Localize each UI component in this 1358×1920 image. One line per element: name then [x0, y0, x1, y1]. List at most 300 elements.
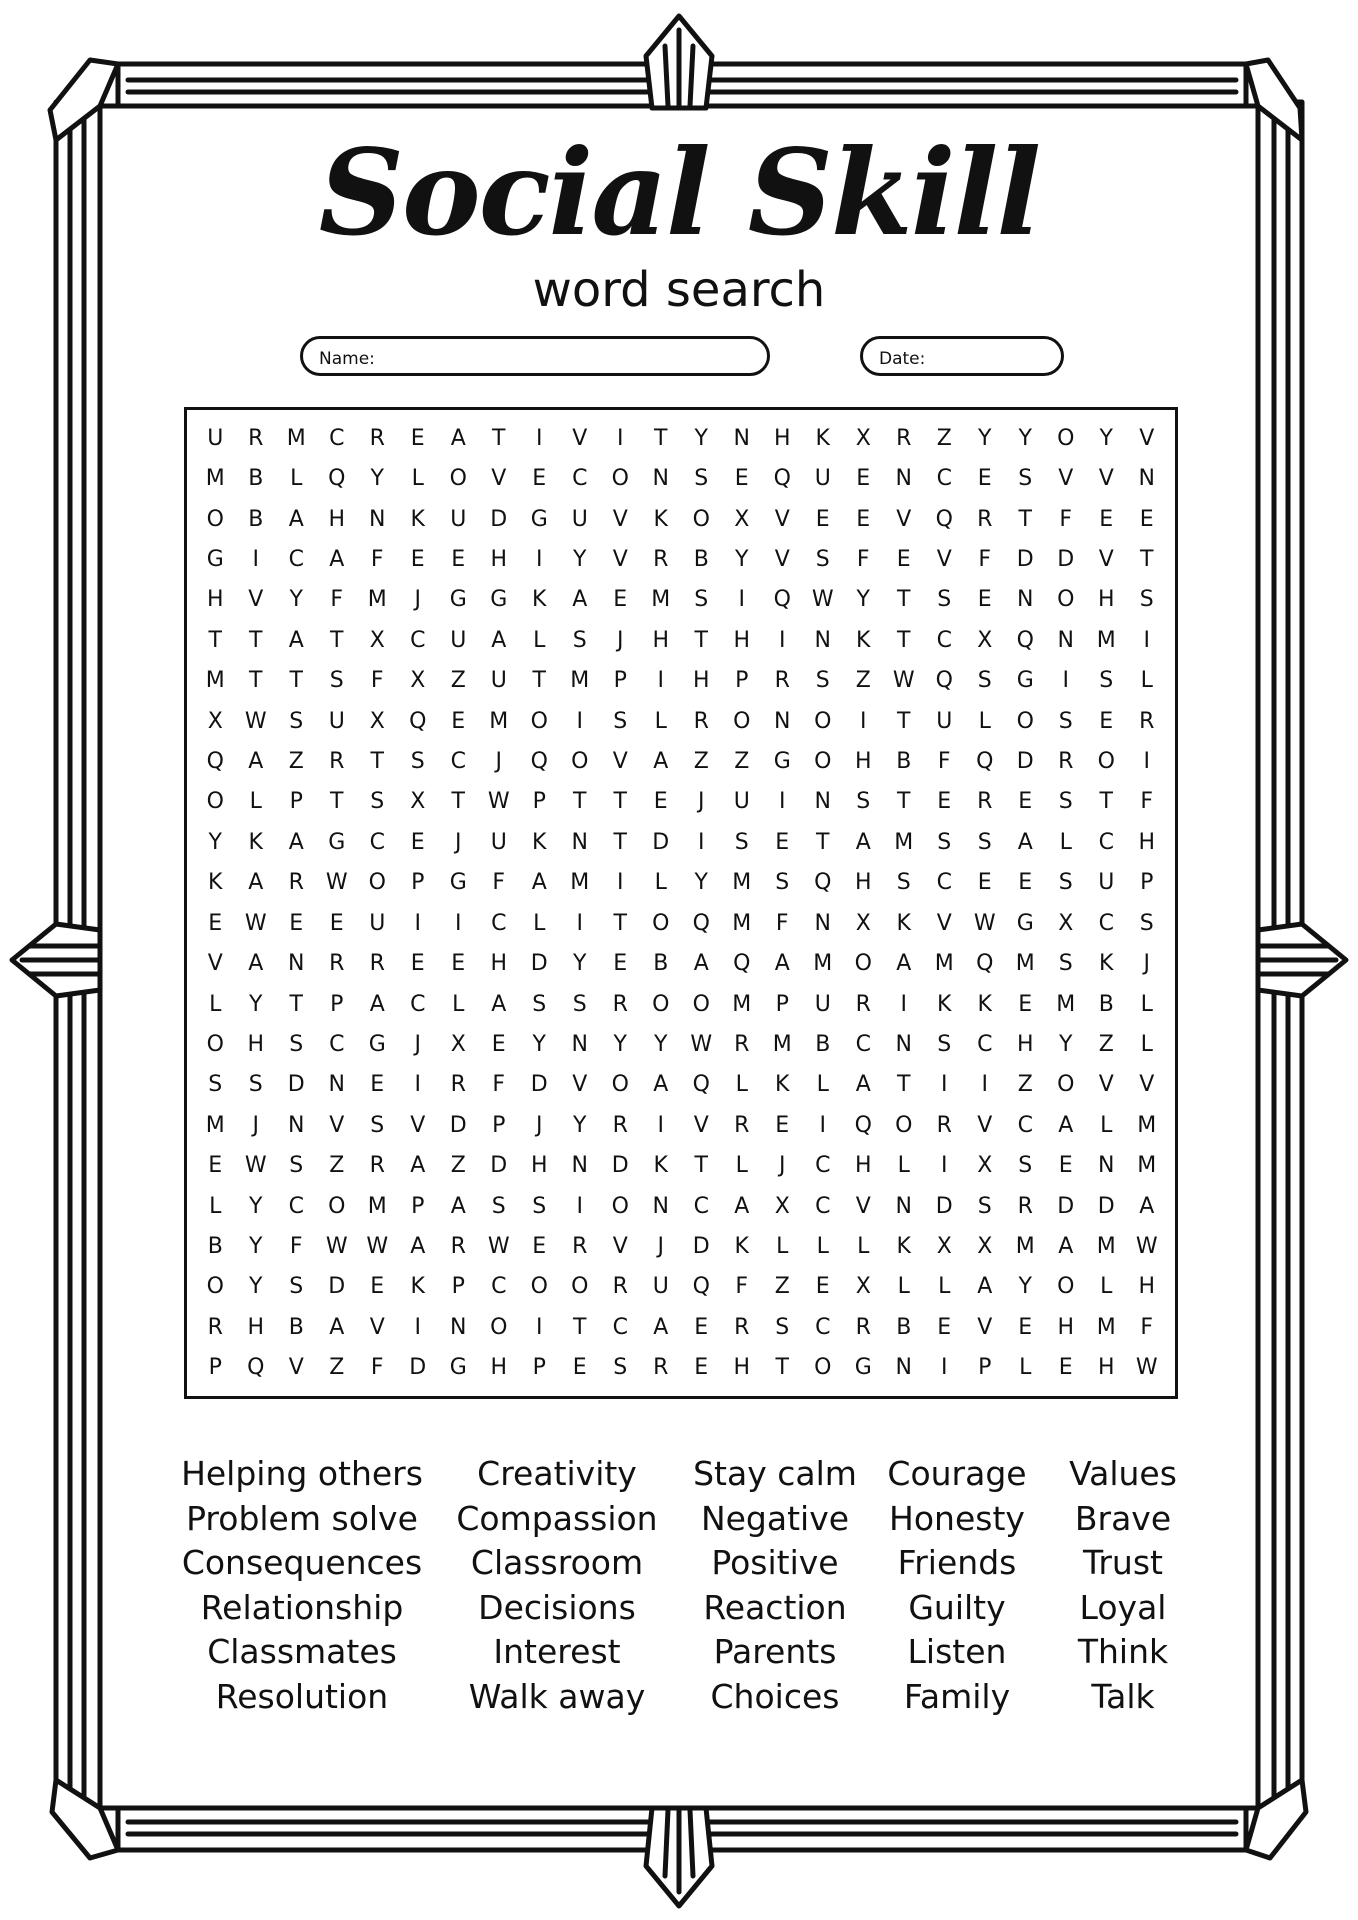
grid-letter[interactable]: S — [1058, 870, 1073, 896]
grid-letter[interactable]: E — [775, 1112, 790, 1138]
grid-letter[interactable]: V — [977, 1314, 993, 1340]
grid-letter[interactable]: T — [613, 789, 627, 815]
grid-letter[interactable]: I — [860, 708, 867, 734]
grid-letter[interactable]: H — [854, 870, 872, 896]
grid-letter[interactable]: D — [692, 1234, 710, 1260]
grid-letter[interactable]: H — [1016, 1031, 1034, 1057]
grid-letter[interactable]: T — [816, 829, 830, 855]
grid-letter[interactable]: T — [573, 1314, 587, 1340]
grid-letter[interactable]: H — [854, 749, 872, 775]
grid-letter[interactable]: A — [288, 829, 304, 855]
grid-letter[interactable]: H — [490, 1355, 508, 1381]
grid-letter[interactable]: S — [1018, 1153, 1033, 1179]
grid-letter[interactable]: T — [613, 910, 627, 936]
grid-letter[interactable]: V — [1058, 466, 1074, 492]
grid-letter[interactable]: S — [937, 1031, 952, 1057]
grid-letter[interactable]: P — [532, 789, 546, 815]
grid-letter[interactable]: A — [329, 1314, 345, 1340]
grid-letter[interactable]: L — [533, 910, 546, 936]
grid-letter[interactable]: B — [693, 546, 709, 572]
grid-letter[interactable]: E — [208, 910, 223, 936]
grid-letter[interactable]: Z — [288, 749, 304, 775]
grid-letter[interactable]: E — [1058, 1153, 1073, 1179]
grid-letter[interactable]: O — [1057, 1274, 1075, 1300]
grid-letter[interactable]: I — [576, 1193, 583, 1219]
grid-letter[interactable]: U — [1098, 870, 1115, 896]
grid-letter[interactable]: Q — [935, 506, 953, 532]
grid-letter[interactable]: P — [411, 870, 425, 896]
grid-letter[interactable]: O — [854, 951, 872, 977]
grid-letter[interactable]: S — [694, 587, 709, 613]
grid-letter[interactable]: R — [1017, 1193, 1033, 1219]
grid-letter[interactable]: X — [410, 789, 426, 815]
grid-letter[interactable]: I — [819, 1112, 826, 1138]
grid-letter[interactable]: E — [856, 506, 871, 532]
grid-letter[interactable]: L — [1019, 1355, 1032, 1381]
grid-letter[interactable]: K — [775, 1072, 790, 1098]
grid-letter[interactable]: P — [330, 991, 344, 1017]
grid-letter[interactable]: N — [652, 466, 669, 492]
grid-letter[interactable]: S — [977, 1193, 992, 1219]
grid-letter[interactable]: Y — [573, 1112, 587, 1138]
grid-letter[interactable]: L — [1100, 1274, 1113, 1300]
grid-letter[interactable]: E — [1139, 506, 1154, 532]
grid-letter[interactable]: Q — [976, 749, 994, 775]
grid-letter[interactable]: W — [244, 910, 267, 936]
grid-letter[interactable]: M — [1015, 951, 1035, 977]
grid-letter[interactable]: S — [734, 829, 749, 855]
grid-letter[interactable]: K — [208, 870, 223, 896]
grid-letter[interactable]: M — [489, 708, 509, 734]
grid-letter[interactable]: D — [449, 1112, 467, 1138]
grid-letter[interactable]: J — [779, 1153, 786, 1179]
grid-letter[interactable]: S — [856, 789, 871, 815]
grid-letter[interactable]: T — [330, 789, 344, 815]
grid-letter[interactable]: Q — [773, 466, 791, 492]
grid-letter[interactable]: V — [936, 910, 952, 936]
grid-letter[interactable]: V — [774, 546, 790, 572]
grid-letter[interactable]: J — [414, 1031, 421, 1057]
grid-letter[interactable]: L — [533, 627, 546, 653]
grid-letter[interactable]: M — [772, 1031, 792, 1057]
grid-letter[interactable]: E — [532, 466, 547, 492]
grid-letter[interactable]: Y — [856, 587, 870, 613]
grid-letter[interactable]: D — [490, 506, 508, 532]
grid-letter[interactable]: I — [617, 425, 624, 451]
grid-letter[interactable]: P — [289, 789, 303, 815]
grid-letter[interactable]: S — [977, 829, 992, 855]
grid-letter[interactable]: E — [451, 951, 466, 977]
grid-letter[interactable]: T — [249, 627, 263, 653]
grid-letter[interactable]: L — [816, 1234, 829, 1260]
grid-letter[interactable]: C — [288, 1193, 304, 1219]
grid-letter[interactable]: O — [692, 506, 710, 532]
grid-letter[interactable]: F — [330, 587, 344, 613]
grid-letter[interactable]: Q — [692, 910, 710, 936]
grid-letter[interactable]: M — [1137, 1112, 1157, 1138]
grid-letter[interactable]: C — [815, 1314, 831, 1340]
grid-letter[interactable]: E — [1058, 1355, 1073, 1381]
grid-letter[interactable]: O — [1097, 749, 1115, 775]
grid-letter[interactable]: Q — [206, 749, 224, 775]
grid-letter[interactable]: X — [977, 1234, 993, 1260]
grid-letter[interactable]: O — [652, 910, 670, 936]
grid-letter[interactable]: E — [289, 910, 304, 936]
grid-letter[interactable]: I — [1143, 627, 1150, 653]
grid-letter[interactable]: E — [370, 1274, 385, 1300]
grid-letter[interactable]: S — [1139, 910, 1154, 936]
grid-letter[interactable]: E — [856, 466, 871, 492]
grid-letter[interactable]: N — [774, 708, 791, 734]
grid-letter[interactable]: Y — [532, 1031, 546, 1057]
grid-letter[interactable]: G — [530, 506, 548, 532]
grid-letter[interactable]: J — [657, 1234, 664, 1260]
grid-letter[interactable]: B — [248, 466, 264, 492]
grid-letter[interactable]: T — [330, 627, 344, 653]
grid-letter[interactable]: Z — [329, 1355, 345, 1381]
grid-letter[interactable]: P — [208, 1355, 222, 1381]
grid-letter[interactable]: S — [937, 587, 952, 613]
grid-letter[interactable]: K — [896, 910, 911, 936]
grid-letter[interactable]: Y — [289, 587, 303, 613]
grid-letter[interactable]: E — [410, 425, 425, 451]
grid-letter[interactable]: O — [611, 466, 629, 492]
grid-letter[interactable]: N — [1098, 1153, 1115, 1179]
grid-letter[interactable]: K — [815, 425, 830, 451]
grid-letter[interactable]: M — [651, 587, 671, 613]
grid-letter[interactable]: G — [449, 587, 467, 613]
grid-letter[interactable]: Z — [1098, 1031, 1114, 1057]
grid-letter[interactable]: H — [652, 627, 670, 653]
grid-letter[interactable]: Q — [692, 1274, 710, 1300]
grid-letter[interactable]: O — [733, 708, 751, 734]
grid-letter[interactable]: V — [329, 1112, 345, 1138]
grid-letter[interactable]: L — [938, 1274, 951, 1300]
grid-letter[interactable]: Z — [774, 1274, 790, 1300]
grid-letter[interactable]: C — [329, 425, 345, 451]
grid-letter[interactable]: V — [977, 1112, 993, 1138]
grid-letter[interactable]: O — [328, 1193, 346, 1219]
grid-letter[interactable]: R — [977, 506, 993, 532]
grid-letter[interactable]: I — [1062, 668, 1069, 694]
grid-letter[interactable]: M — [1096, 1314, 1116, 1340]
grid-letter[interactable]: J — [1143, 951, 1150, 977]
grid-letter[interactable]: T — [694, 1153, 708, 1179]
grid-letter[interactable]: M — [1096, 627, 1116, 653]
grid-letter[interactable]: O — [206, 789, 224, 815]
grid-letter[interactable]: R — [369, 1153, 385, 1179]
grid-letter[interactable]: O — [490, 1314, 508, 1340]
grid-letter[interactable]: C — [410, 991, 426, 1017]
grid-letter[interactable]: E — [694, 1314, 709, 1340]
grid-letter[interactable]: M — [934, 951, 954, 977]
grid-letter[interactable]: R — [855, 1314, 871, 1340]
grid-letter[interactable]: K — [653, 506, 668, 532]
grid-letter[interactable]: B — [248, 506, 264, 532]
grid-letter[interactable]: Q — [733, 951, 751, 977]
grid-letter[interactable]: Z — [450, 668, 466, 694]
grid-letter[interactable]: B — [653, 951, 669, 977]
grid-letter[interactable]: S — [532, 1193, 547, 1219]
grid-letter[interactable]: V — [612, 749, 628, 775]
grid-letter[interactable]: W — [1135, 1355, 1158, 1381]
grid-letter[interactable]: G — [206, 546, 224, 572]
grid-letter[interactable]: S — [694, 466, 709, 492]
grid-letter[interactable]: E — [896, 546, 911, 572]
grid-letter[interactable]: T — [532, 668, 546, 694]
grid-letter[interactable]: R — [369, 951, 385, 977]
grid-letter[interactable]: P — [492, 1112, 506, 1138]
grid-letter[interactable]: E — [370, 1072, 385, 1098]
grid-letter[interactable]: S — [613, 708, 628, 734]
grid-letter[interactable]: H — [247, 1031, 265, 1057]
grid-letter[interactable]: P — [532, 1355, 546, 1381]
grid-letter[interactable]: U — [450, 627, 467, 653]
grid-letter[interactable]: A — [896, 951, 912, 977]
grid-letter[interactable]: Y — [370, 466, 384, 492]
grid-letter[interactable]: S — [1058, 708, 1073, 734]
grid-letter[interactable]: U — [490, 668, 507, 694]
grid-letter[interactable]: A — [288, 627, 304, 653]
grid-letter[interactable]: E — [613, 587, 628, 613]
grid-letter[interactable]: U — [328, 708, 345, 734]
grid-letter[interactable]: K — [734, 1234, 749, 1260]
grid-letter[interactable]: T — [370, 749, 384, 775]
grid-letter[interactable]: Q — [935, 668, 953, 694]
grid-letter[interactable]: D — [1057, 546, 1075, 572]
grid-letter[interactable]: Y — [1059, 1031, 1073, 1057]
grid-letter[interactable]: L — [249, 789, 262, 815]
grid-letter[interactable]: P — [613, 668, 627, 694]
grid-letter[interactable]: E — [451, 708, 466, 734]
grid-letter[interactable]: L — [654, 870, 667, 896]
grid-letter[interactable]: G — [1016, 910, 1034, 936]
grid-letter[interactable]: E — [1099, 708, 1114, 734]
grid-letter[interactable]: R — [734, 1031, 750, 1057]
grid-letter[interactable]: S — [572, 991, 587, 1017]
grid-letter[interactable]: A — [1017, 829, 1033, 855]
grid-letter[interactable]: L — [857, 1234, 870, 1260]
grid-letter[interactable]: I — [536, 425, 543, 451]
grid-letter[interactable]: V — [248, 587, 264, 613]
grid-letter[interactable]: R — [734, 1112, 750, 1138]
grid-letter[interactable]: V — [693, 1112, 709, 1138]
grid-letter[interactable]: I — [455, 910, 462, 936]
grid-letter[interactable]: W — [811, 587, 834, 613]
grid-letter[interactable]: N — [652, 1193, 669, 1219]
grid-letter[interactable]: A — [1058, 1112, 1074, 1138]
grid-letter[interactable]: A — [491, 991, 507, 1017]
grid-letter[interactable]: Q — [773, 587, 791, 613]
grid-letter[interactable]: A — [410, 1234, 426, 1260]
grid-letter[interactable]: H — [490, 951, 508, 977]
grid-letter[interactable]: G — [490, 587, 508, 613]
grid-letter[interactable]: I — [941, 1072, 948, 1098]
grid-letter[interactable]: T — [897, 708, 911, 734]
grid-letter[interactable]: K — [532, 587, 547, 613]
grid-letter[interactable]: F — [1059, 506, 1073, 532]
grid-letter[interactable]: E — [410, 951, 425, 977]
grid-letter[interactable]: X — [207, 708, 223, 734]
grid-letter[interactable]: T — [694, 627, 708, 653]
grid-letter[interactable]: E — [734, 466, 749, 492]
grid-letter[interactable]: R — [450, 1234, 466, 1260]
grid-letter[interactable]: U — [733, 789, 750, 815]
grid-letter[interactable]: Y — [249, 1193, 263, 1219]
grid-letter[interactable]: O — [206, 1274, 224, 1300]
grid-letter[interactable]: N — [328, 1072, 345, 1098]
grid-letter[interactable]: G — [449, 870, 467, 896]
grid-letter[interactable]: T — [1140, 546, 1154, 572]
grid-letter[interactable]: I — [941, 1153, 948, 1179]
grid-letter[interactable]: N — [814, 627, 831, 653]
grid-letter[interactable]: E — [208, 1153, 223, 1179]
grid-letter[interactable]: S — [289, 708, 304, 734]
grid-letter[interactable]: V — [612, 546, 628, 572]
grid-letter[interactable]: Q — [1016, 627, 1034, 653]
grid-letter[interactable]: M — [732, 870, 752, 896]
grid-letter[interactable]: V — [491, 466, 507, 492]
grid-letter[interactable]: G — [854, 1355, 872, 1381]
grid-letter[interactable]: L — [452, 991, 465, 1017]
grid-letter[interactable]: S — [491, 1193, 506, 1219]
grid-letter[interactable]: A — [855, 829, 871, 855]
grid-letter[interactable]: S — [370, 1112, 385, 1138]
grid-letter[interactable]: O — [530, 708, 548, 734]
grid-letter[interactable]: R — [612, 991, 628, 1017]
grid-letter[interactable]: R — [450, 1072, 466, 1098]
grid-letter[interactable]: S — [1018, 466, 1033, 492]
grid-letter[interactable]: L — [1140, 1031, 1153, 1057]
grid-letter[interactable]: I — [941, 1355, 948, 1381]
grid-letter[interactable]: D — [1097, 1193, 1115, 1219]
grid-letter[interactable]: N — [288, 951, 305, 977]
grid-letter[interactable]: F — [370, 668, 384, 694]
grid-letter[interactable]: C — [855, 1031, 871, 1057]
grid-letter[interactable]: W — [487, 789, 510, 815]
grid-letter[interactable]: F — [492, 1072, 506, 1098]
grid-letter[interactable]: O — [1016, 708, 1034, 734]
grid-letter[interactable]: P — [411, 1193, 425, 1219]
grid-letter[interactable]: T — [208, 627, 222, 653]
grid-letter[interactable]: D — [287, 1072, 305, 1098]
grid-letter[interactable]: V — [572, 425, 588, 451]
grid-letter[interactable]: A — [855, 1072, 871, 1098]
grid-letter[interactable]: E — [532, 1234, 547, 1260]
grid-letter[interactable]: N — [733, 425, 750, 451]
grid-letter[interactable]: O — [206, 1031, 224, 1057]
grid-letter[interactable]: X — [855, 910, 871, 936]
grid-letter[interactable]: I — [414, 1072, 421, 1098]
grid-letter[interactable]: C — [693, 1193, 709, 1219]
grid-letter[interactable]: A — [531, 870, 547, 896]
grid-letter[interactable]: X — [369, 627, 385, 653]
grid-letter[interactable]: E — [613, 951, 628, 977]
grid-letter[interactable]: E — [1018, 991, 1033, 1017]
grid-letter[interactable]: M — [813, 951, 833, 977]
grid-letter[interactable]: L — [1100, 1112, 1113, 1138]
grid-letter[interactable]: I — [779, 789, 786, 815]
grid-letter[interactable]: H — [1097, 587, 1115, 613]
grid-letter[interactable]: G — [368, 1031, 386, 1057]
grid-letter[interactable]: E — [410, 546, 425, 572]
grid-letter[interactable]: R — [653, 546, 669, 572]
grid-letter[interactable]: U — [490, 829, 507, 855]
grid-letter[interactable]: A — [1058, 1234, 1074, 1260]
grid-letter[interactable]: A — [369, 991, 385, 1017]
grid-letter[interactable]: J — [252, 1112, 259, 1138]
grid-letter[interactable]: E — [937, 1314, 952, 1340]
grid-letter[interactable]: M — [286, 425, 306, 451]
grid-letter[interactable]: H — [854, 1153, 872, 1179]
grid-letter[interactable]: V — [1098, 1072, 1114, 1098]
grid-letter[interactable]: C — [329, 1031, 345, 1057]
grid-letter[interactable]: E — [1018, 870, 1033, 896]
grid-letter[interactable]: D — [530, 951, 548, 977]
grid-letter[interactable]: W — [487, 1234, 510, 1260]
grid-letter[interactable]: P — [735, 668, 749, 694]
grid-letter[interactable]: N — [1017, 587, 1034, 613]
grid-letter[interactable]: W — [244, 708, 267, 734]
grid-letter[interactable]: R — [653, 1355, 669, 1381]
grid-letter[interactable]: E — [937, 789, 952, 815]
grid-letter[interactable]: B — [207, 1234, 223, 1260]
grid-letter[interactable]: R — [329, 951, 345, 977]
grid-letter[interactable]: Q — [692, 1072, 710, 1098]
grid-letter[interactable]: D — [490, 1153, 508, 1179]
grid-letter[interactable]: O — [530, 1274, 548, 1300]
grid-letter[interactable]: F — [775, 910, 789, 936]
grid-letter[interactable]: J — [414, 587, 421, 613]
grid-letter[interactable]: S — [208, 1072, 223, 1098]
grid-letter[interactable]: A — [450, 425, 466, 451]
grid-letter[interactable]: K — [977, 991, 992, 1017]
grid-letter[interactable]: M — [1096, 1234, 1116, 1260]
grid-letter[interactable]: T — [289, 991, 303, 1017]
grid-letter[interactable]: N — [571, 829, 588, 855]
grid-letter[interactable]: J — [495, 749, 502, 775]
grid-letter[interactable]: H — [733, 627, 751, 653]
grid-letter[interactable]: Y — [208, 829, 222, 855]
grid-letter[interactable]: R — [855, 991, 871, 1017]
grid-letter[interactable]: C — [450, 749, 466, 775]
grid-letter[interactable]: R — [693, 708, 709, 734]
grid-letter[interactable]: P — [775, 991, 789, 1017]
grid-letter[interactable]: S — [977, 668, 992, 694]
grid-letter[interactable]: A — [248, 870, 264, 896]
grid-letter[interactable]: H — [773, 425, 791, 451]
grid-letter[interactable]: X — [977, 1153, 993, 1179]
grid-letter[interactable]: S — [248, 1072, 263, 1098]
grid-letter[interactable]: D — [328, 1274, 346, 1300]
grid-letter[interactable]: C — [936, 466, 952, 492]
grid-letter[interactable]: R — [288, 870, 304, 896]
grid-letter[interactable]: D — [611, 1153, 629, 1179]
grid-letter[interactable]: W — [244, 1153, 267, 1179]
grid-letter[interactable]: X — [410, 668, 426, 694]
grid-letter[interactable]: U — [814, 991, 831, 1017]
grid-letter[interactable]: A — [329, 546, 345, 572]
grid-letter[interactable]: C — [1098, 829, 1114, 855]
grid-letter[interactable]: M — [1015, 1234, 1035, 1260]
grid-letter[interactable]: M — [367, 587, 387, 613]
grid-letter[interactable]: Y — [1018, 1274, 1032, 1300]
grid-letter[interactable]: F — [1140, 789, 1154, 815]
grid-letter[interactable]: U — [814, 466, 831, 492]
grid-letter[interactable]: F — [492, 870, 506, 896]
grid-letter[interactable]: E — [815, 1274, 830, 1300]
grid-letter[interactable]: S — [937, 829, 952, 855]
